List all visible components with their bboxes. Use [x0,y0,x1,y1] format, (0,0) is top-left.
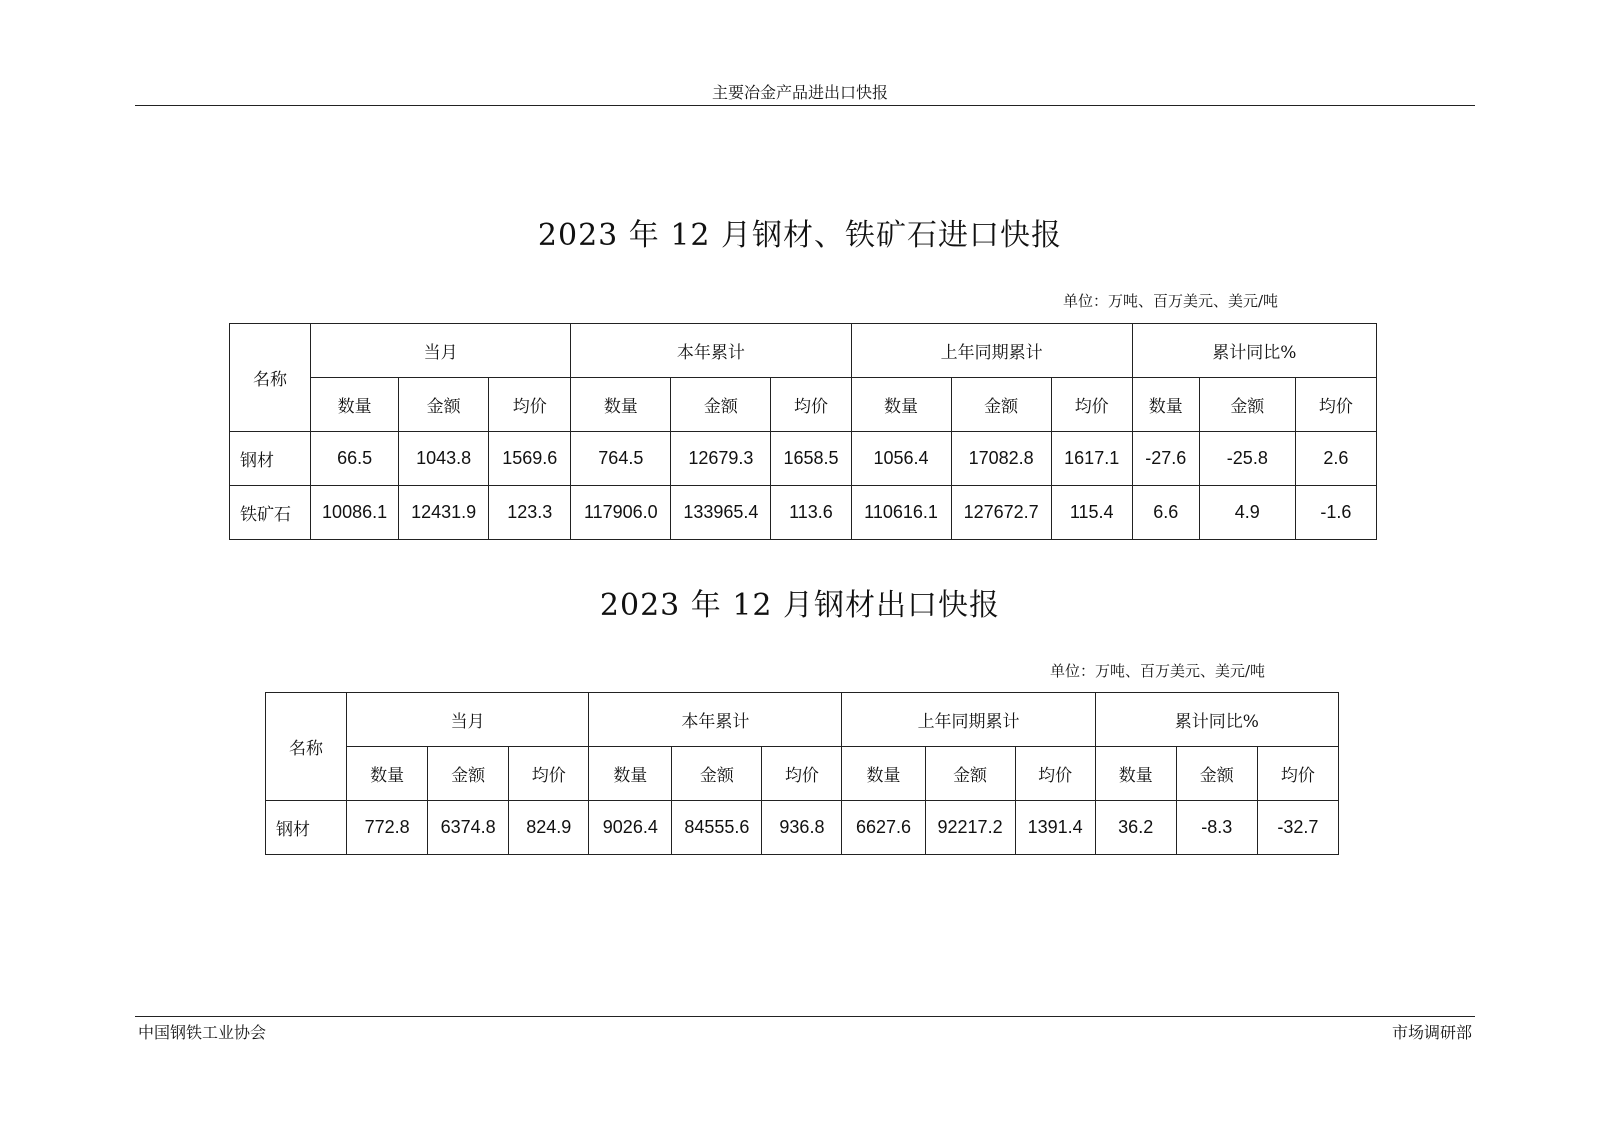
import-header-current-month: 当月 [311,324,571,378]
footer-divider [135,1016,1475,1017]
data-cell: 117906.0 [571,486,671,540]
sub-header-amount: 金额 [1199,378,1295,432]
sub-header-amount: 金额 [951,378,1051,432]
data-cell: 764.5 [571,432,671,486]
data-cell: 1658.5 [771,432,851,486]
data-cell: -27.6 [1132,432,1199,486]
import-name-header: 名称 [230,324,311,432]
row-name: 钢材 [230,432,311,486]
data-cell: 772.8 [347,801,428,855]
export-header-ytd: 本年累计 [589,693,842,747]
data-cell: 1617.1 [1051,432,1132,486]
row-name: 钢材 [266,801,347,855]
import-report-title: 2023 年 12 月钢材、铁矿石进口快报 [537,218,1063,253]
sub-header-avg-price: 均价 [509,747,589,801]
data-cell: 92217.2 [925,801,1015,855]
footer-department: 市场调研部 [1391,1023,1472,1042]
sub-header-avg-price: 均价 [1295,378,1376,432]
data-cell: 936.8 [762,801,842,855]
import-group-header-row [230,324,1377,378]
data-cell: 1056.4 [851,432,951,486]
export-report-title: 2023 年 12 月钢材出口快报 [599,588,1001,623]
import-header-yoy: 累计同比% [1132,324,1376,378]
data-cell: 12679.3 [671,432,771,486]
data-cell: 115.4 [1051,486,1132,540]
export-header-current-month: 当月 [347,693,589,747]
header-divider [135,105,1475,106]
sub-header-avg-price: 均价 [762,747,842,801]
sub-header-quantity: 数量 [347,747,428,801]
sub-header-amount: 金额 [1176,747,1257,801]
sub-header-amount: 金额 [672,747,762,801]
sub-header-quantity: 数量 [1132,378,1199,432]
sub-header-quantity: 数量 [311,378,399,432]
import-header-ytd: 本年累计 [571,324,851,378]
data-cell: 127672.7 [951,486,1051,540]
data-cell: 4.9 [1199,486,1295,540]
sub-header-amount: 金额 [671,378,771,432]
data-cell: 6627.6 [842,801,925,855]
sub-header-quantity: 数量 [571,378,671,432]
data-cell: 110616.1 [851,486,951,540]
import-header-prior-ytd: 上年同期累计 [851,324,1132,378]
data-cell: 84555.6 [672,801,762,855]
data-cell: 1569.6 [489,432,571,486]
data-cell: 12431.9 [399,486,489,540]
data-cell: 123.3 [489,486,571,540]
export-table [265,692,1339,855]
sub-header-avg-price: 均价 [1051,378,1132,432]
footer-organization: 中国钢铁工业协会 [138,1023,267,1042]
row-name: 铁矿石 [230,486,311,540]
sub-header-amount: 金额 [925,747,1015,801]
data-cell: 66.5 [311,432,399,486]
sub-header-avg-price: 均价 [1015,747,1095,801]
import-row-iron-ore [230,486,1377,540]
export-unit-note: 单位：万吨、百万美元、美元/吨 [1049,662,1265,680]
data-cell: 133965.4 [671,486,771,540]
sub-header-amount: 金额 [399,378,489,432]
export-name-header: 名称 [266,693,347,801]
sub-header-quantity: 数量 [1095,747,1176,801]
sub-header-quantity: 数量 [842,747,925,801]
data-cell: 6374.8 [428,801,509,855]
import-sub-header-row [230,378,1377,432]
data-cell: 6.6 [1132,486,1199,540]
export-header-yoy: 累计同比% [1095,693,1338,747]
export-group-header-row [266,693,1339,747]
data-cell: -8.3 [1176,801,1257,855]
sub-header-avg-price: 均价 [771,378,851,432]
data-cell: 2.6 [1295,432,1376,486]
sub-header-quantity: 数量 [589,747,672,801]
sub-header-amount: 金额 [428,747,509,801]
data-cell: 113.6 [771,486,851,540]
data-cell: -25.8 [1199,432,1295,486]
data-cell: 10086.1 [311,486,399,540]
data-cell: -1.6 [1295,486,1376,540]
data-cell: -32.7 [1257,801,1338,855]
sub-header-quantity: 数量 [851,378,951,432]
sub-header-avg-price: 均价 [1257,747,1338,801]
data-cell: 9026.4 [589,801,672,855]
import-table [229,323,1377,540]
export-sub-header-row [266,747,1339,801]
report-header-title: 主要冶金产品进出口快报 [711,83,888,102]
sub-header-avg-price: 均价 [489,378,571,432]
export-row-steel [266,801,1339,855]
export-header-prior-ytd: 上年同期累计 [842,693,1095,747]
data-cell: 824.9 [509,801,589,855]
data-cell: 1391.4 [1015,801,1095,855]
data-cell: 36.2 [1095,801,1176,855]
import-unit-note: 单位：万吨、百万美元、美元/吨 [1062,292,1278,310]
data-cell: 1043.8 [399,432,489,486]
import-row-steel [230,432,1377,486]
data-cell: 17082.8 [951,432,1051,486]
